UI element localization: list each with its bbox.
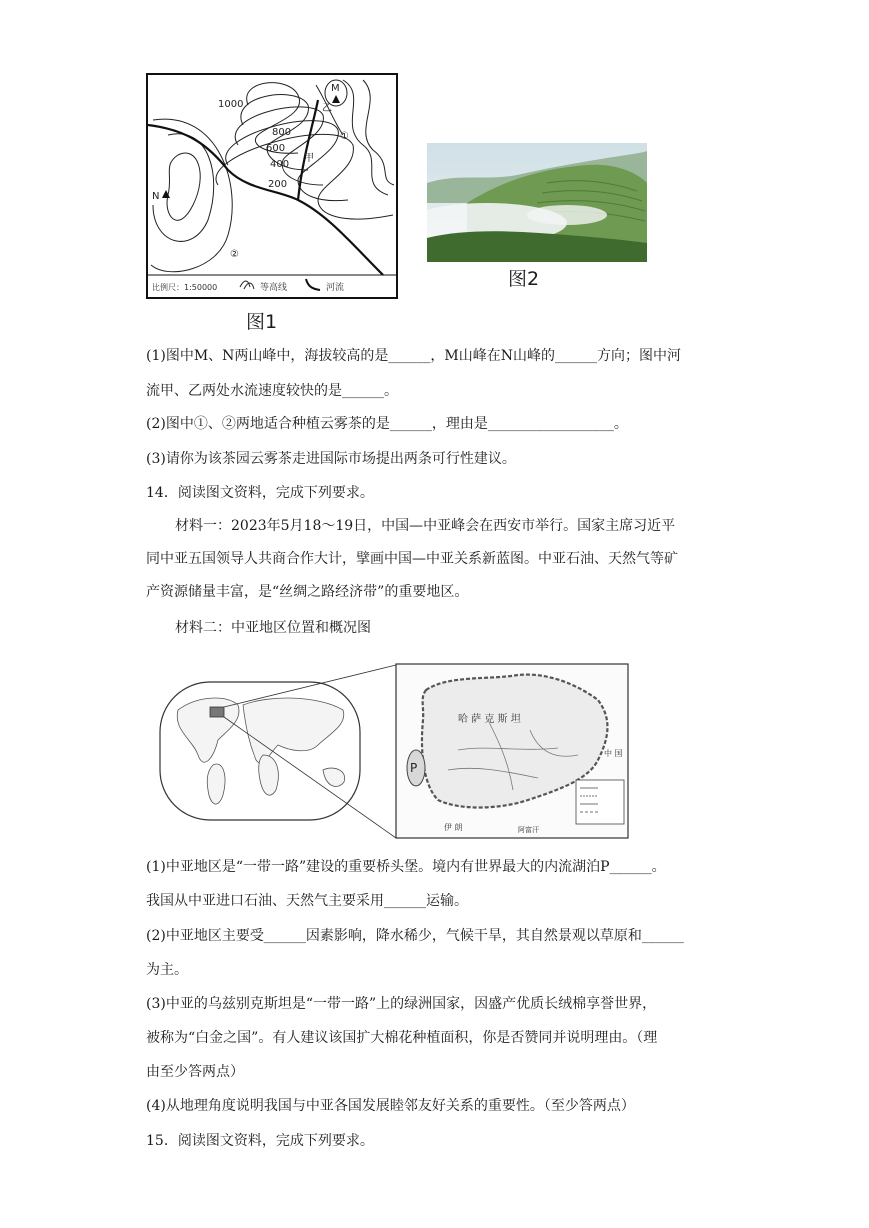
central-asia-highlight	[210, 707, 224, 717]
tea-garden-illustration	[427, 143, 647, 262]
contour-200-label: 200	[268, 179, 288, 190]
q14-part4: (4)从地理角度说明我国与中亚各国发展睦邻友好关系的重要性。（至少答两点）	[146, 1098, 635, 1114]
q14-part3-line2: 被称为“白金之国”。有人建议该国扩大棉花种植面积，你是否赞同并说明理由。（理	[146, 1030, 658, 1046]
legend-contour: 等高线	[260, 283, 288, 293]
q14-material1-line1: 材料一：2023年5月18～19日，中国—中亚峰会在西安市举行。国家主席习近平	[175, 518, 676, 534]
river-jia-label: 甲	[304, 153, 314, 164]
q14-part2-line1: (2)中亚地区主要受______因素影响，降水稀少，气候干旱，其自然景观以草原和______	[146, 928, 684, 944]
kazakhstan-label: 哈 萨 克 斯 坦	[458, 714, 521, 725]
q15-heading: 15．阅读图文资料，完成下列要求。	[146, 1133, 374, 1149]
peak-m-label: M	[331, 83, 340, 94]
q13-part1-line1: (1)图中M、N两山峰中，海拔较高的是______，M山峰在N山峰的______方向；图中河	[146, 348, 681, 364]
q13-part2: (2)图中①、②两地适合种植云雾茶的是______，理由是__________________。	[146, 416, 628, 432]
q13-part1-line2: 流甲、乙两处水流速度较快的是______。	[146, 383, 398, 399]
contour-400-label: 400	[270, 159, 290, 170]
q14-heading: 14．阅读图文资料，完成下列要求。	[146, 485, 374, 501]
contour-map-drawing	[148, 75, 396, 297]
legend-scale: 比例尺：1:50000	[152, 283, 218, 292]
contour-legend-icon	[240, 281, 254, 289]
q14-material1-line2: 同中亚五国领导人共商合作大计，擘画中国—中亚关系新蓝图。中亚石油、天然气等矿	[146, 551, 678, 567]
q14-part2-line2: 为主。	[146, 962, 188, 978]
figure1-contour-map	[146, 73, 398, 299]
figure2-caption: 图2	[508, 268, 540, 290]
map-legend-box	[576, 780, 624, 824]
iran-label: 伊 朗	[444, 823, 463, 832]
q14-material1-line3: 产资源储量丰富，是“丝绸之路经济带”的重要地区。	[146, 584, 469, 600]
figure2-tea-garden-photo	[427, 143, 647, 262]
afghanistan-label: 阿富汗	[518, 826, 539, 834]
q14-part3-line1: (3)中亚的乌兹别克斯坦是“一带一路”上的绿洲国家，因盛产优质长绒棉享誉世界，	[146, 996, 657, 1012]
central-asia-map-figure	[158, 660, 636, 842]
river-legend-icon	[306, 279, 320, 290]
q14-part1-line2: 我国从中亚进口石油、天然气主要采用______运输。	[146, 893, 468, 909]
q13-part3: (3)请你为该茶园云雾茶走进国际市场提出两条可行性建议。	[146, 451, 516, 467]
peak-n-label: N	[152, 191, 160, 202]
china-label: 中 国	[604, 749, 623, 758]
river-yi-label: 乙	[322, 103, 332, 114]
legend-river: 河流	[326, 283, 345, 293]
contour-600-label: 600	[266, 143, 286, 154]
caspian-sea-label: P	[410, 761, 418, 775]
q14-material2: 材料二：中亚地区位置和概况图	[175, 620, 371, 636]
figure1-caption: 图1	[246, 311, 278, 333]
site-two-label: ②	[230, 249, 239, 260]
q14-part1-line1: (1)中亚地区是“一带一路”建设的重要桥头堡。境内有世界最大的内流湖泊P______。	[146, 859, 666, 875]
central-asia-map-drawing	[158, 660, 636, 842]
contour-800-label: 800	[272, 127, 292, 138]
contour-1000-label: 1000	[218, 99, 244, 110]
site-one-label: ①	[340, 131, 349, 142]
q14-part3-line3: 由至少答两点）	[146, 1064, 244, 1080]
